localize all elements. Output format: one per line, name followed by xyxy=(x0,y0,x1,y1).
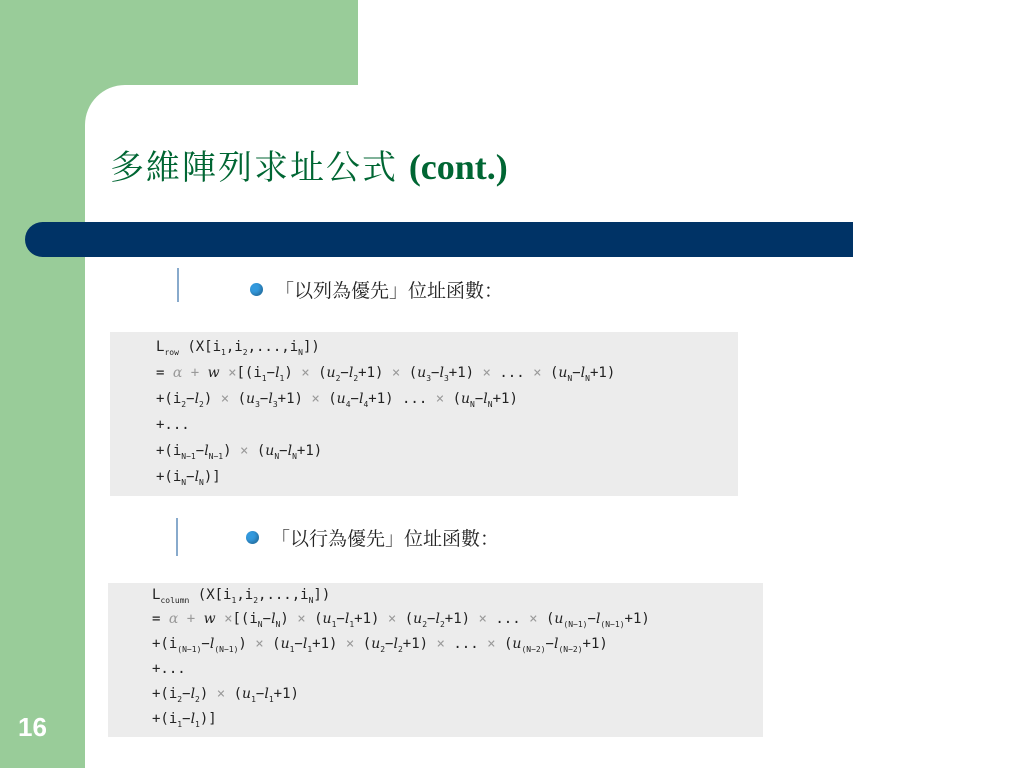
column-major-heading-text: 「以行為優先」位址函數： xyxy=(271,528,500,550)
row-major-formula-box xyxy=(110,332,738,496)
formula-line: $+(i_2-l_2) \times (u_1-l_1+1)$ xyxy=(152,686,299,704)
formula-line: $+(i_{(N-1)}-l_{(N-1)}) \times (u_1-l_1+1) \times (u_2-l_2+1)$ × ... × $(u_{(N-2)}-l_{(N-2)}+1)$ xyxy=(152,636,608,654)
formula-line: = $\alpha + w \times[(i_N-l_N) \times (u_1-l_1+1) \times (u_2-l_2+1)$ × ... × $(u_{(N-1)}-l_{(N-1)}+1)$ xyxy=(152,611,650,629)
title-cont: (cont.) xyxy=(408,147,508,187)
top-green-block xyxy=(0,0,358,85)
page-number: 16 xyxy=(18,712,47,742)
page-title xyxy=(110,140,508,189)
section-marker xyxy=(177,268,179,302)
formula-line: $L_{column}$ $(X[i_1,i_2,...,i_N])$ xyxy=(152,587,331,605)
column-major-heading xyxy=(246,524,499,551)
formula-line: $+(i_{N-1}-l_{N-1}) \times (u_N-l_N+1)$ xyxy=(156,443,323,461)
column-major-formula-box xyxy=(108,583,763,737)
formula-line: $+(i_N-l_N)$] xyxy=(156,469,221,487)
formula-line: +... xyxy=(152,661,186,677)
formula-line: $+(i_1-l_1)$] xyxy=(152,711,217,729)
formula-line: +... xyxy=(156,417,190,433)
formula-line: $L_{row}$ $(X[i_1,i_2,...,i_N])$ xyxy=(156,339,320,357)
left-green-bar xyxy=(0,0,85,768)
bullet-icon xyxy=(250,283,263,296)
section-marker xyxy=(176,518,178,556)
bullet-icon xyxy=(246,531,259,544)
row-major-heading xyxy=(250,276,503,303)
formula-line: $+(i_2-l_2) \times (u_3-l_3+1) \times (u_4-l_4+1)$ ... × $(u_N-l_N+1)$ xyxy=(156,391,518,409)
formula-line: = $\alpha + w \times[(i_1-l_1) \times (u_2-l_2+1) \times (u_3-l_3+1)$ × ... × $(u_N-l_N+1)$ xyxy=(156,365,616,383)
title-underline-bar xyxy=(25,222,853,257)
row-major-heading-text: 「以列為優先」位址函數： xyxy=(275,280,504,302)
title-chinese: 多維陣列求址公式 xyxy=(110,148,398,188)
